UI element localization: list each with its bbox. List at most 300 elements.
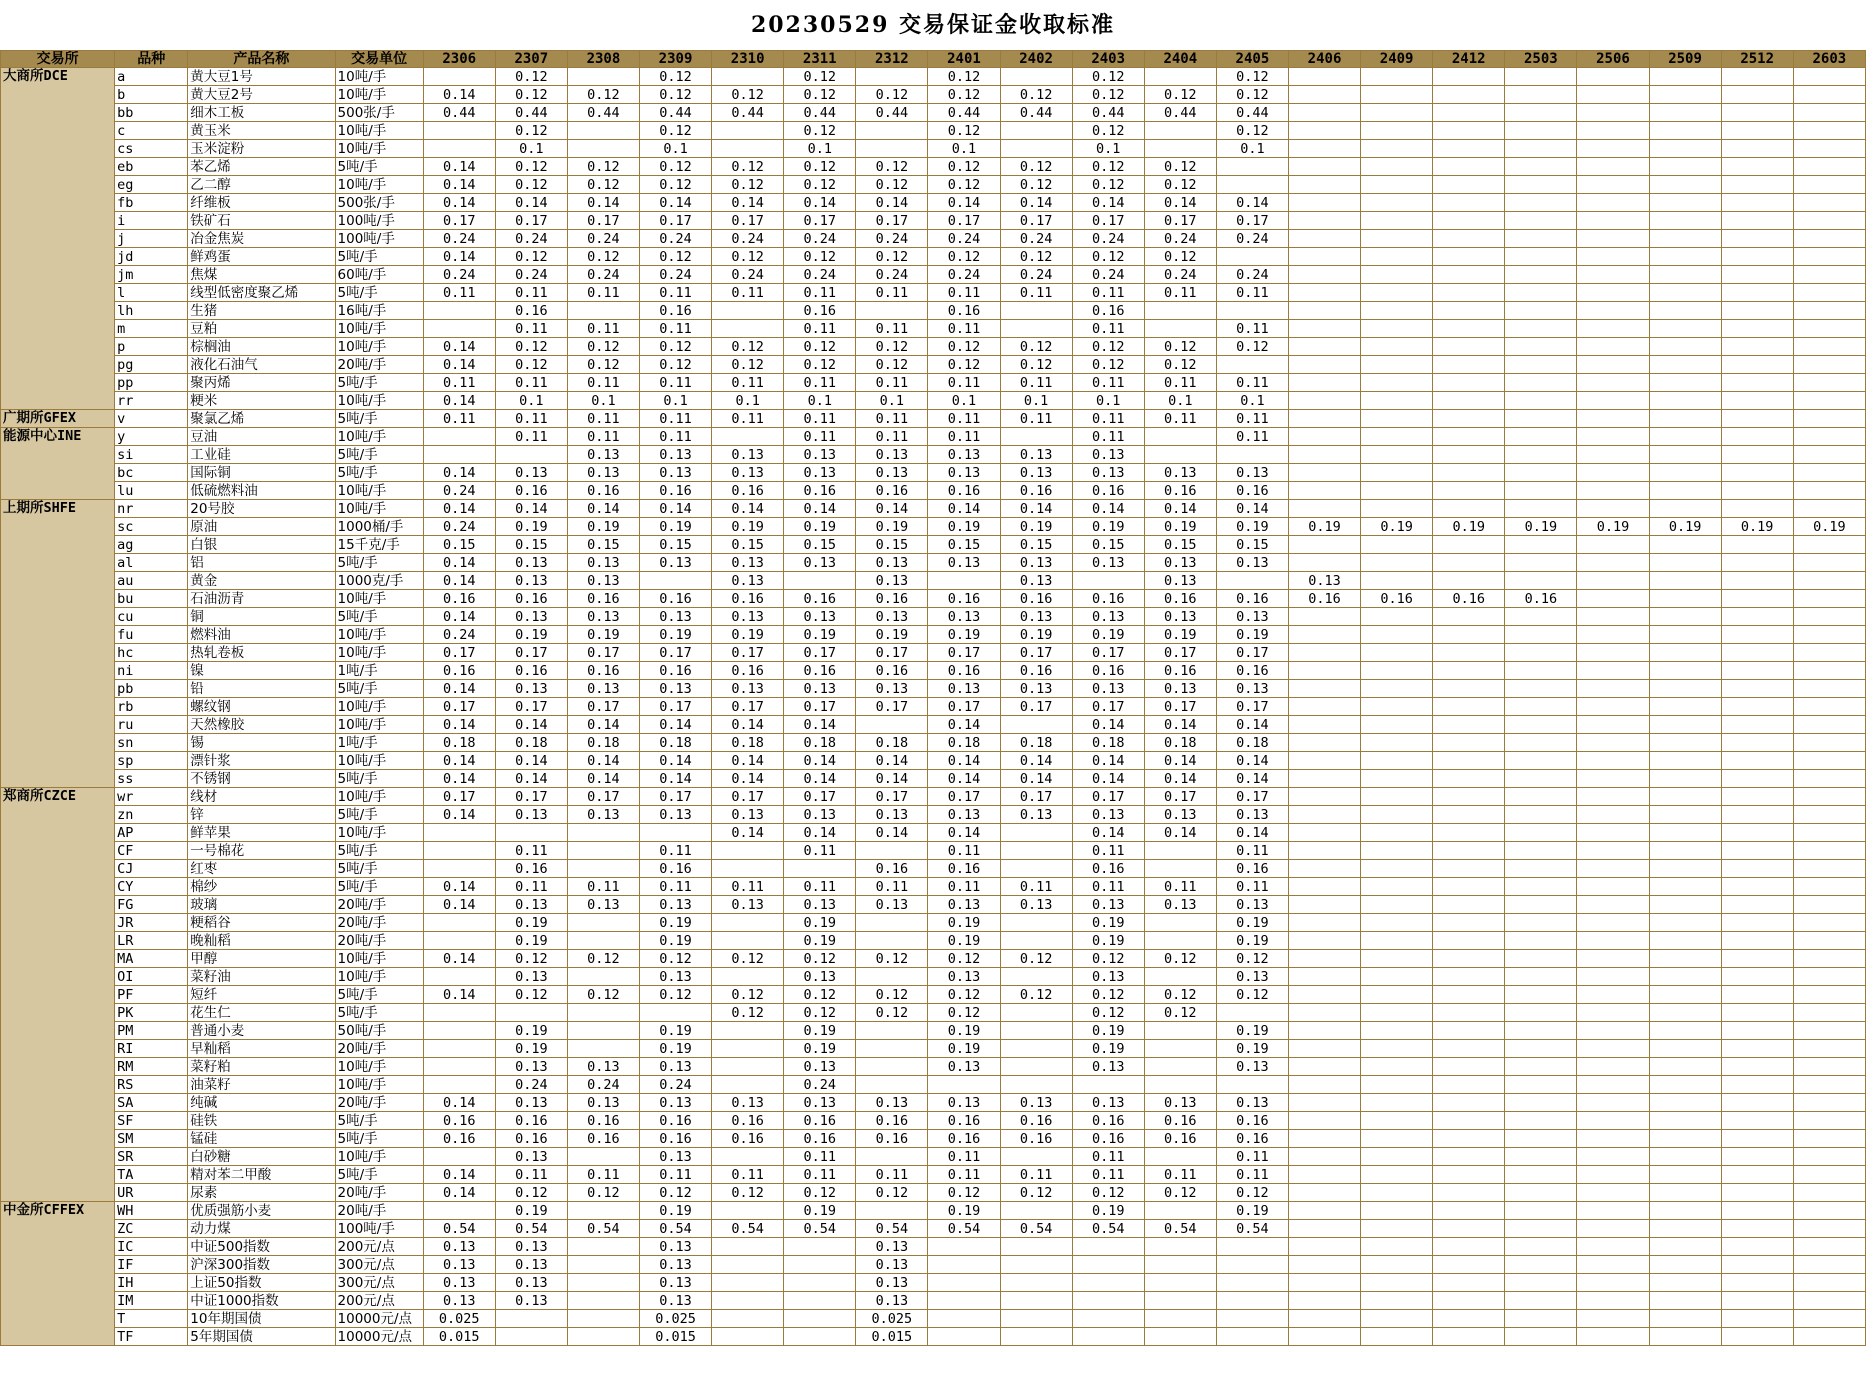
margin-cell [567,932,639,950]
product-name-cell: 短纤 [188,986,335,1004]
margin-cell: 0.15 [639,536,711,554]
product-name-cell: 热轧卷板 [188,644,335,662]
margin-cell [1000,1040,1072,1058]
margin-cell [1000,140,1072,158]
margin-cell [1361,752,1433,770]
margin-cell: 0.13 [1072,680,1144,698]
margin-cell [1505,1004,1577,1022]
margin-cell [567,1256,639,1274]
margin-cell: 0.16 [639,662,711,680]
margin-cell: 0.12 [567,986,639,1004]
symbol-cell: CY [115,878,188,896]
margin-cell: 0.17 [784,212,856,230]
margin-cell: 0.19 [495,626,567,644]
margin-cell: 0.13 [567,608,639,626]
margin-cell [1288,914,1360,932]
margin-cell: 0.11 [784,878,856,896]
margin-cell: 0.11 [639,842,711,860]
margin-cell: 0.13 [495,1256,567,1274]
margin-cell [1216,1310,1288,1328]
margin-cell: 0.13 [1216,1094,1288,1112]
margin-cell [1505,1094,1577,1112]
margin-cell [1793,680,1865,698]
table-row [1,230,1866,248]
margin-cell [1649,554,1721,572]
margin-cell: 0.14 [928,194,1000,212]
margin-cell [567,302,639,320]
unit-cell: 5吨/手 [335,374,423,392]
margin-cell: 0.14 [423,752,495,770]
margin-cell: 0.12 [495,1184,567,1202]
margin-cell [1288,968,1360,986]
margin-cell [1649,986,1721,1004]
unit-cell: 1吨/手 [335,662,423,680]
margin-cell: 0.13 [567,572,639,590]
margin-cell: 0.16 [639,302,711,320]
margin-cell [1649,806,1721,824]
margin-cell [1793,1184,1865,1202]
margin-cell [1505,1112,1577,1130]
margin-cell [1361,662,1433,680]
margin-cell [1721,1130,1793,1148]
margin-cell [1361,284,1433,302]
margin-cell: 0.16 [1144,1112,1216,1130]
margin-cell: 0.14 [1144,824,1216,842]
margin-cell: 0.13 [928,464,1000,482]
margin-cell [1505,1058,1577,1076]
column-header: 2308 [567,51,639,68]
margin-cell: 0.11 [1072,410,1144,428]
margin-cell [423,122,495,140]
margin-cell: 0.16 [1216,482,1288,500]
product-name-cell: 20号胶 [188,500,335,518]
margin-cell [1433,806,1505,824]
margin-cell: 0.12 [1000,1184,1072,1202]
margin-cell: 0.19 [1216,932,1288,950]
margin-cell: 0.13 [495,554,567,572]
margin-cell: 0.13 [712,806,784,824]
table-row [1,68,1866,86]
margin-cell [1433,1112,1505,1130]
margin-cell: 0.54 [1072,1220,1144,1238]
margin-cell: 0.14 [423,1094,495,1112]
margin-cell [1433,662,1505,680]
margin-cell [1505,374,1577,392]
symbol-cell: pb [115,680,188,698]
margin-cell: 0.13 [1072,1094,1144,1112]
margin-cell: 0.13 [784,1094,856,1112]
margin-cell: 0.17 [712,698,784,716]
margin-cell: 0.12 [784,986,856,1004]
margin-cell [712,968,784,986]
product-name-cell: 线材 [188,788,335,806]
margin-cell [1000,842,1072,860]
margin-cell: 0.11 [1000,1166,1072,1184]
margin-cell [1505,86,1577,104]
margin-cell: 0.13 [1216,1058,1288,1076]
product-name-cell: 中证500指数 [188,1238,335,1256]
margin-cell [1288,644,1360,662]
margin-cell [1721,338,1793,356]
margin-cell: 0.13 [495,896,567,914]
margin-cell [1433,500,1505,518]
margin-cell: 0.13 [856,1292,928,1310]
margin-cell: 0.14 [423,806,495,824]
unit-cell: 10吨/手 [335,482,423,500]
margin-cell [1433,140,1505,158]
margin-cell: 0.17 [856,644,928,662]
unit-cell: 16吨/手 [335,302,423,320]
margin-cell: 0.12 [928,1184,1000,1202]
margin-cell [1505,806,1577,824]
margin-cell: 0.13 [1144,806,1216,824]
margin-cell [1288,374,1360,392]
symbol-cell: l [115,284,188,302]
margin-cell: 0.17 [1000,788,1072,806]
margin-cell: 0.19 [639,1202,711,1220]
margin-cell [1361,1130,1433,1148]
margin-cell [1216,356,1288,374]
margin-cell: 0.17 [1000,698,1072,716]
margin-cell [1649,266,1721,284]
unit-cell: 20吨/手 [335,1184,423,1202]
margin-cell [1144,1292,1216,1310]
margin-cell: 0.14 [1216,500,1288,518]
margin-cell: 0.12 [784,1004,856,1022]
margin-cell [1721,392,1793,410]
margin-cell [1361,140,1433,158]
table-row [1,518,1866,536]
product-name-cell: 铜 [188,608,335,626]
margin-cell: 0.12 [1072,158,1144,176]
margin-cell [1361,698,1433,716]
margin-cell: 0.17 [423,644,495,662]
margin-cell: 0.1 [495,140,567,158]
margin-cell [1288,1058,1360,1076]
margin-cell [1288,266,1360,284]
margin-cell [1505,230,1577,248]
table-row [1,860,1866,878]
margin-cell [1793,1310,1865,1328]
margin-cell [1505,536,1577,554]
margin-cell: 0.14 [1000,500,1072,518]
margin-cell [1361,158,1433,176]
margin-cell: 0.12 [1144,356,1216,374]
margin-cell [567,1148,639,1166]
margin-cell: 0.13 [1072,446,1144,464]
margin-cell [1144,1040,1216,1058]
margin-cell [1793,500,1865,518]
margin-cell [856,68,928,86]
margin-cell [1721,356,1793,374]
unit-cell: 100吨/手 [335,230,423,248]
product-name-cell: 粳米 [188,392,335,410]
margin-cell: 0.13 [712,608,784,626]
margin-cell: 0.13 [784,446,856,464]
margin-cell [1361,680,1433,698]
margin-cell: 0.16 [1072,860,1144,878]
margin-cell: 0.14 [423,356,495,374]
table-row [1,464,1866,482]
margin-cell: 0.16 [1144,482,1216,500]
unit-cell: 5吨/手 [335,770,423,788]
margin-cell: 0.14 [567,194,639,212]
margin-cell [1505,968,1577,986]
margin-cell [1649,572,1721,590]
margin-cell [1577,536,1649,554]
margin-cell [1649,896,1721,914]
margin-cell [1577,68,1649,86]
margin-cell: 0.17 [712,644,784,662]
table-row [1,1310,1866,1328]
product-name-cell: 黄金 [188,572,335,590]
margin-cell [928,1238,1000,1256]
margin-cell [1505,662,1577,680]
product-name-cell: 沪深300指数 [188,1256,335,1274]
symbol-cell: CF [115,842,188,860]
margin-cell: 0.1 [495,392,567,410]
margin-cell [1649,464,1721,482]
margin-cell [1288,1004,1360,1022]
margin-cell: 0.19 [1000,518,1072,536]
margin-cell: 0.18 [423,734,495,752]
margin-cell [1361,554,1433,572]
table-row [1,986,1866,1004]
margin-cell [1793,914,1865,932]
margin-cell [1433,86,1505,104]
margin-cell: 0.13 [928,680,1000,698]
margin-cell [1288,194,1360,212]
product-name-cell: 一号棉花 [188,842,335,860]
margin-cell [1144,1256,1216,1274]
margin-cell: 0.13 [423,1256,495,1274]
margin-cell: 0.11 [928,284,1000,302]
product-name-cell: 乙二醇 [188,176,335,194]
margin-cell [1505,482,1577,500]
margin-cell: 0.14 [1072,194,1144,212]
margin-cell [1721,176,1793,194]
margin-cell: 0.15 [1216,536,1288,554]
margin-cell: 0.11 [1000,374,1072,392]
margin-cell [1433,752,1505,770]
margin-cell [567,68,639,86]
margin-cell: 0.14 [567,752,639,770]
margin-cell [1793,554,1865,572]
margin-cell: 0.17 [639,644,711,662]
margin-cell: 0.16 [567,482,639,500]
margin-cell [1288,1076,1360,1094]
margin-cell: 0.14 [856,500,928,518]
margin-cell [423,140,495,158]
symbol-cell: sn [115,734,188,752]
margin-cell: 0.19 [1505,518,1577,536]
margin-cell [1288,248,1360,266]
margin-cell: 0.14 [495,752,567,770]
margin-cell [1577,284,1649,302]
margin-cell: 0.44 [928,104,1000,122]
margin-cell: 0.12 [1000,338,1072,356]
symbol-cell: wr [115,788,188,806]
margin-cell: 0.16 [856,590,928,608]
margin-cell [1721,1328,1793,1346]
margin-cell [1361,1022,1433,1040]
margin-cell [1793,1076,1865,1094]
margin-cell: 0.14 [856,194,928,212]
column-header: 2310 [712,51,784,68]
product-name-cell: 镍 [188,662,335,680]
margin-cell [1144,1148,1216,1166]
margin-cell [1361,212,1433,230]
product-name-cell: 纯碱 [188,1094,335,1112]
table-row [1,1076,1866,1094]
margin-cell [1433,644,1505,662]
unit-cell: 10吨/手 [335,140,423,158]
margin-cell [1649,428,1721,446]
margin-cell: 0.15 [495,536,567,554]
table-row [1,1112,1866,1130]
margin-cell [1649,1256,1721,1274]
unit-cell: 15千克/手 [335,536,423,554]
margin-cell [423,320,495,338]
margin-cell [1288,788,1360,806]
margin-cell: 0.19 [1288,518,1360,536]
margin-cell: 0.1 [567,392,639,410]
margin-cell [1721,410,1793,428]
unit-cell: 20吨/手 [335,896,423,914]
margin-cell [1649,1094,1721,1112]
margin-cell: 0.18 [856,734,928,752]
margin-cell [712,1238,784,1256]
margin-cell [1361,1004,1433,1022]
column-header: 2311 [784,51,856,68]
margin-cell: 0.13 [495,1274,567,1292]
unit-cell: 10000元/点 [335,1328,423,1346]
margin-cell: 0.19 [856,518,928,536]
symbol-cell: ru [115,716,188,734]
margin-cell [1288,500,1360,518]
margin-cell: 0.19 [784,518,856,536]
table-row [1,140,1866,158]
margin-cell [1433,68,1505,86]
unit-cell: 10吨/手 [335,428,423,446]
margin-cell [1288,302,1360,320]
margin-cell [1433,374,1505,392]
margin-cell [1361,860,1433,878]
margin-cell: 0.12 [639,158,711,176]
margin-cell: 0.11 [567,284,639,302]
margin-cell [1577,1184,1649,1202]
margin-cell: 0.13 [423,1292,495,1310]
margin-cell [784,860,856,878]
margin-cell: 0.12 [1072,1184,1144,1202]
margin-cell [1505,644,1577,662]
product-name-cell: 尿素 [188,1184,335,1202]
margin-cell: 0.13 [928,806,1000,824]
margin-cell: 0.18 [567,734,639,752]
margin-cell: 0.12 [712,176,784,194]
margin-cell [1577,1058,1649,1076]
column-header: 交易单位 [335,51,423,68]
margin-cell [1433,950,1505,968]
margin-cell: 0.14 [928,824,1000,842]
margin-cell [1288,896,1360,914]
margin-cell [1721,230,1793,248]
margin-cell [1361,536,1433,554]
margin-cell: 0.11 [495,320,567,338]
margin-cell [1577,878,1649,896]
margin-cell: 0.11 [1144,374,1216,392]
margin-cell: 0.19 [1072,1040,1144,1058]
margin-cell [1649,1004,1721,1022]
margin-cell: 0.12 [639,86,711,104]
margin-cell [1649,644,1721,662]
margin-cell: 0.13 [423,1238,495,1256]
margin-cell: 0.16 [1216,1112,1288,1130]
margin-cell: 0.24 [928,266,1000,284]
margin-cell [1649,1112,1721,1130]
margin-cell: 0.17 [928,212,1000,230]
margin-cell: 0.24 [1144,230,1216,248]
margin-cell [1288,230,1360,248]
unit-cell: 10吨/手 [335,1076,423,1094]
margin-cell [1288,1220,1360,1238]
margin-cell [1433,770,1505,788]
margin-cell [1577,1328,1649,1346]
product-name-cell: 工业硅 [188,446,335,464]
margin-cell [1144,1310,1216,1328]
margin-cell: 0.12 [712,950,784,968]
margin-cell: 0.19 [1216,1202,1288,1220]
margin-cell [1361,446,1433,464]
margin-cell: 0.1 [1216,140,1288,158]
column-header: 2506 [1577,51,1649,68]
product-name-cell: 漂针浆 [188,752,335,770]
margin-cell: 0.13 [639,806,711,824]
symbol-cell: CJ [115,860,188,878]
margin-cell: 0.18 [1216,734,1288,752]
unit-cell: 10吨/手 [335,788,423,806]
margin-cell [1793,788,1865,806]
margin-cell [1288,284,1360,302]
margin-cell [1721,1274,1793,1292]
margin-cell: 0.17 [423,788,495,806]
margin-cell: 0.12 [567,158,639,176]
margin-cell: 0.14 [784,500,856,518]
margin-cell [1649,1040,1721,1058]
margin-cell: 0.14 [423,176,495,194]
margin-cell: 0.18 [712,734,784,752]
unit-cell: 500张/手 [335,104,423,122]
margin-cell: 0.54 [928,1220,1000,1238]
margin-cell: 0.24 [495,230,567,248]
margin-cell [1577,500,1649,518]
table-row [1,1202,1866,1220]
margin-cell: 0.13 [1000,896,1072,914]
margin-cell: 0.14 [1072,500,1144,518]
margin-cell: 0.19 [784,914,856,932]
margin-cell: 0.12 [928,248,1000,266]
margin-cell [1505,1256,1577,1274]
margin-cell: 0.16 [1000,482,1072,500]
margin-cell: 0.12 [1144,338,1216,356]
margin-cell: 0.19 [928,518,1000,536]
margin-cell [1288,932,1360,950]
margin-cell [1433,410,1505,428]
margin-cell [1577,842,1649,860]
margin-cell: 0.11 [784,428,856,446]
margin-cell [423,1004,495,1022]
margin-cell: 0.14 [423,1166,495,1184]
